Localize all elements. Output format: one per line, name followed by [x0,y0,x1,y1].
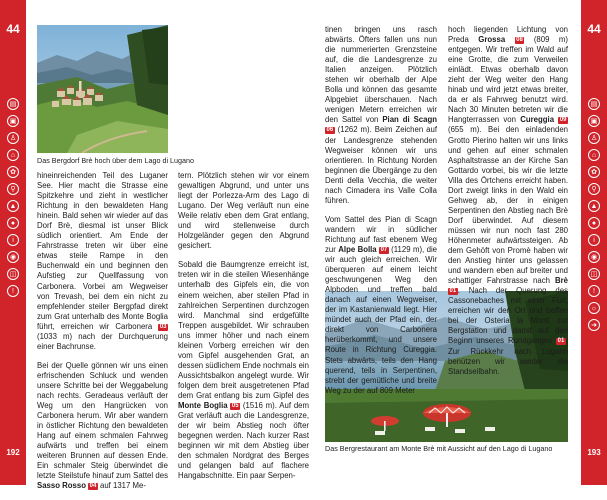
text-column-1 [37,171,168,500]
sun-icon: ☼ [588,302,600,314]
fork-knife-icon: ⚲ [7,183,19,195]
mountain-icon: ▲ [7,200,19,212]
warning-icon: ! [7,285,19,297]
circle-icon: ● [588,217,600,229]
page-number-left: 192 [6,448,20,457]
train-icon: ▤ [588,98,600,110]
left-margin-bar [0,0,26,485]
waypoint-marker: 01 [557,338,565,345]
circle-icon: ● [7,217,19,229]
right-margin-bar [581,0,607,485]
house-icon: ⌂ [7,149,19,161]
waypoint-marker: 08 [516,37,523,44]
photo-bre-village-image [37,25,168,153]
paragraph: Bei der Quelle gönnen wir uns einen erfrischenden Schluck und wenden unsere Schritte bei der Weggabelung nach rechts. Geradeaus verläuft der Weg um den Hangrücken von Carbonera herum. Wir aber wandern in östlicher Richtung den bewaldeten Hang auf einem schmalen Fahrweg aufwärts und treffen bei einem weiteren Brunnen auf dessen Ende. Ein schmaler Steig überwindet die letzte Steilstufe hinauf zum Sattel des Sasso Rosso 04 auf 1317 Me- [37,360,168,491]
house-icon: ⌂ [588,149,600,161]
map-icon: ◫ [588,268,600,280]
page-number-right: 193 [587,448,601,457]
info-icon: i [7,234,19,246]
waypoint-marker: 05 [231,403,239,410]
text-column-3 [325,25,437,405]
photo-bre-village [37,25,168,153]
waypoint-marker: 07 [380,246,388,253]
fork-knife-icon: ⚲ [588,183,600,195]
waypoint-marker: 06 [326,127,334,134]
left-icon-column [0,98,26,297]
warning-icon: ! [588,285,600,297]
hiker-icon: ♙ [588,132,600,144]
info-icon: i [588,234,600,246]
camera-icon: ◉ [588,251,600,263]
bus-icon: ▣ [7,115,19,127]
waypoint-marker: 04 [89,483,97,490]
hiker-icon: ♙ [7,132,19,144]
text-column-4 [448,25,568,386]
arrow-icon: ➜ [588,319,600,331]
camera-icon: ◉ [7,251,19,263]
paragraph: Sobald die Baumgrenze erreicht ist, treten wir in die steilen Wiesenhänge unterhalb des Gipfels ein, die von einem weichen, aber steilen Pfad in zahlreichen Serpentinen durchzogen wird. Manchmal sind erdgefüllte Treppen ausgebildet. Wir schrauben uns immer höher und nach einem kleinen Vorberg erreichen wir den vom Gipfel ausgehenden Grat, an dessen südlichem Ende nochmals ein Aussichtsbalkon angelegt wurde. Wir folgen dem breit ausgetretenen Pfad dem Grat entlang bis zum Gipfel des Monte Boglia 05 (1516 m). Auf dem Grat verläuft auch die Landesgrenze, der wir beim Abstieg noch öfter begegnen werden. Nach kurzer Rast beginnen wir mit dem Abstieg über den schmalen Nordgrat des Berges und gelangen bald auf flachere Hangabschnitte. Ein paar Serpen- [178,260,309,481]
waypoint-marker: 03 [159,323,167,330]
train-icon: ▤ [7,98,19,110]
caption-bottom-right: Das Bergrestaurant am Monte Brè mit Aussicht auf den Lago di Lugano [325,444,553,453]
waypoint-marker: 09 [559,117,567,124]
right-icon-column [581,98,607,331]
paragraph: tinen bringen uns rasch abwärts. Öfters fallen uns nun die nummerierten Grenzsteine auf, die die Landesgrenze zu Italien anzeigen. Plötzlich stehen wir oberhalb der Alpe Bolla und können das gesamte Alpgebiet überschauen. Nach wenigen Metern erreichen wir den Sattel von Pian di Scagn 06 (1262 m). Beim Zeichen auf der Landesgrenze stehenden Wegweiser können wir uns orientieren. In Richtung Norden beginnen die Übergänge zu den Denti della Vecchia, die weiter nach Cimadera ins Valle Colla führen. [325,25,437,205]
tour-number-right: 44 [587,22,601,36]
mountain-icon: ▲ [588,200,600,212]
text-column-2 [178,171,309,490]
paragraph: tern. Plötzlich stehen wir vor einem gewaltigen Abgrund, und unter uns liegt der Porlezza-Arm des Lago di Lugano. Der Weg verläuft nun eine Weile relativ eben dem Grat entlang, und wird stellenweise durch Holzgeländer gegen den Abgrund gesichert. [178,171,309,251]
paragraph: Vom Sattel des Pian di Scagn wandern wir in südlicher Richtung auf fast ebenem Weg zur Alpe Bolla 07 (1129 m), die wir auch gleich erreichen. Wir überqueren auf einem leicht geschwungenen Weg den Alpboden und treffen bald danach auf einen Wegweiser, der im Kastanienwald liegt. Hier mündet auch der Pfad ein, der direkt von Carbonera herüberkommt, und unsere Route in Richtung Cureggia. Stets abwärts, teils den Hang querend, teils in Serpentinen, strebt der gemütliche und breite Weg zu der auf 809 Meter [325,214,438,395]
map-icon: ◫ [7,268,19,280]
tour-number-left: 44 [6,22,20,36]
waypoint-marker: 01 [449,288,457,295]
bus-icon: ▣ [588,115,600,127]
flower-icon: ✿ [7,166,19,178]
caption-top-left: Das Bergdorf Brè hoch über dem Lago di Lugano [37,156,195,165]
paragraph: hoch liegenden Lichtung von Preda Grossa 08 (809 m) entgegen. Wir treffen im Wald auf eine Grotte, die zum Verweilen einlädt. Etwas oberhalb davon zieht der Weg weiter den Hang hinab und wird jetzt etwas breiter, da er als Fahrweg benutzt wird. Nach 30 Minuten betreten wir die Hangterrassen von Cureggia 09 (655 m). Bei den einladenden Grotto Pierino halten wir uns links und gehen auf einer schmalen Asphaltstrasse an der Kirche San Gottardo vorbei, bis wir die letzte Villa des Örtchens erreicht haben. Dort zweigt links in den Wald ein Gehweg ab, der in einigen Serpentinen den Abstieg nach Brè Dorf überwindet. Auf diesem müssen wir nun noch fast 280 Höhenmeter aufwärtssteigen. Ab dem Gehöft von Promè haben wir den Anstieg hinter uns gelassen und wandern eben auf breiter und schattiger Fahrstrasse nach Brè 01 . Nach der Querung des Cassonebaches mit einer Furt, erreichen wir den Ort und treffen bei der Osteria la Monti zur Bergstation und damit auf den Beginn unseres Rundganges 01 . Zur Rückkehr nach Lugano benützen wir wieder die Standseilbahn. [448,25,568,376]
paragraph: hineinreichenden Teil des Luganer See. Hier macht die Strasse eine Spitzkehre und zieht in westlicher Richtung in den bewaldeten Hang hinein. Bald sehen wir wieder auf das Dorf Brè, diesmal ist unser Blick südlich orientiert. Am Ende der Fahrstrasse treten wir über eine etwas steile Rampe in den Buchenwald ein und beginnen den Aufstieg zur Quellfassung von Carbonera. Vorbei am Wegweiser von Trevash, bei dem ein nicht zu empfehlender steiler Bergpfad direkt zum Grat unterhalb des Monte Boglia führt, erreichen wir Carbonera 03 (1033 m) nach der Durchquerung einer Bachrunse. [37,171,168,351]
flower-icon: ✿ [588,166,600,178]
